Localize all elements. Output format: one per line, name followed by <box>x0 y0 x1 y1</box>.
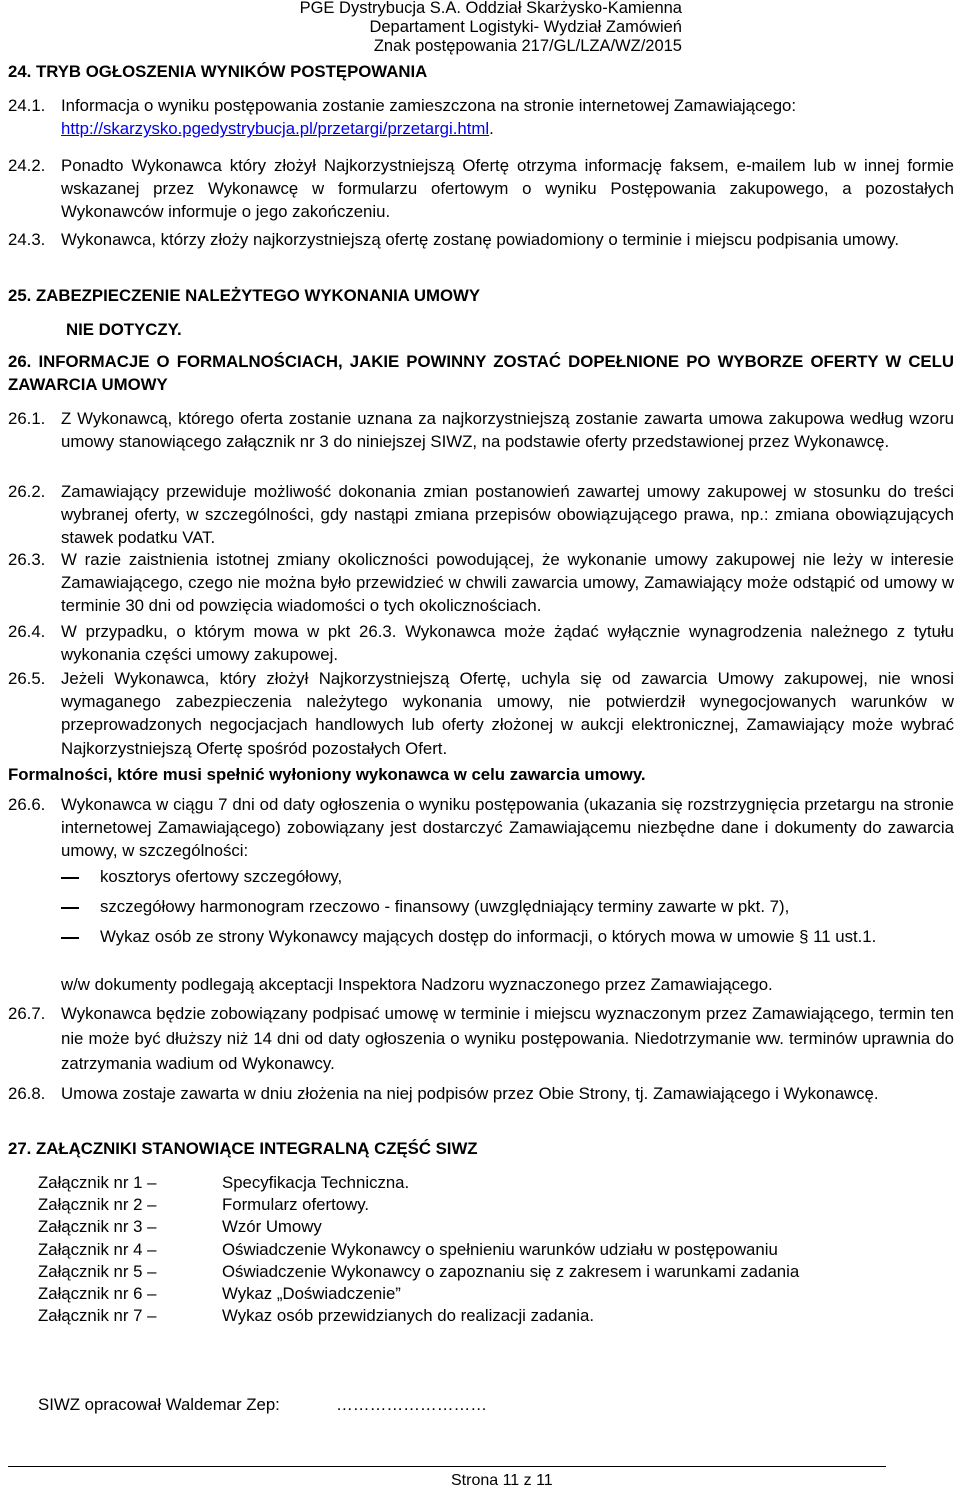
bullet-dash-1 <box>61 877 79 879</box>
item-26-4-text: W przypadku, o którym mowa w pkt 26.3. Wykonawca może żądać wyłącznie wynagrodzenia należnego z tytułu wykonania części umowy zakupowej. <box>61 622 954 665</box>
attachment-value: Wykaz „Doświadczenie” <box>222 1284 401 1303</box>
header-company: PGE Dystrybucja S.A. Oddział Skarżysko-Kamienna <box>299 0 682 17</box>
item-26-2-text: Zamawiający przewiduje możliwość dokonania zmian postanowień zawartej umowy zakupowej w stosunku do treści wybranej oferty, w szczególności, gdy nastąpi zmiana przepisów obowiązującego prawa, np.: zmiana obowiązujących stawek podatku VAT. <box>61 482 954 548</box>
item-24-2-text: Ponadto Wykonawca który złożył Najkorzystniejszą Ofertę otrzyma informację faksem, e-mailem lub w innej formie wskazanej przez Wykonawcę w formularzu ofertowym o wyniku Postępowania zakupowego, a pozostałych Wykonawców informuje o jego zakończeniu. <box>61 156 954 222</box>
item-24-1-number: 24.1. <box>8 96 46 115</box>
attachment-value: Oświadczenie Wykonawcy o zapoznaniu się z zakresem i warunkami zadania <box>222 1262 800 1281</box>
bullet-item-3: Wykaz osób ze strony Wykonawcy mających dostęp do informacji, o których mowa w umowie § 11 ust.1. <box>100 927 877 946</box>
bullet-dash-2 <box>61 907 79 909</box>
bullet-item-1: kosztorys ofertowy szczegółowy, <box>100 867 343 886</box>
attachment-value: Oświadczenie Wykonawcy o spełnieniu warunków udziału w postępowaniu <box>222 1240 778 1259</box>
item-24-1-text <box>61 94 954 140</box>
item-26-8-number: 26.8. <box>8 1084 46 1103</box>
header-reference: Znak postępowania 217/GL/LZA/WZ/2015 <box>373 37 682 55</box>
signature-label: SIWZ opracował Waldemar Zep: <box>38 1395 280 1414</box>
attachment-label: Załącznik nr 4 – <box>38 1240 157 1259</box>
item-24-1-period: . <box>489 119 494 139</box>
section-26-title <box>8 350 954 396</box>
attachment-label: Załącznik nr 6 – <box>38 1284 157 1303</box>
section-25-note: NIE DOTYCZY. <box>66 320 182 339</box>
attachment-label: Załącznik nr 3 – <box>38 1217 157 1236</box>
after-bullets-note: w/w dokumenty podlegają akceptacji Inspektora Nadzoru wyznaczonego przez Zamawiającego. <box>61 975 773 994</box>
attachment-value: Specyfikacja Techniczna. <box>222 1173 410 1192</box>
attachment-label: Załącznik nr 7 – <box>38 1306 157 1325</box>
item-24-1-body: Informacja o wyniku postępowania zostanie zamieszczona na stronie internetowej Zamawiającego: <box>61 96 797 115</box>
item-26-7-text: Wykonawca będzie zobowiązany podpisać umowę w terminie i miejscu wyznaczonym przez Zamawiającego, termin ten nie może być dłuższy niż 14 dni od daty ogłoszenia o wyniku postępowania. Niedotrzymanie ww. terminów uprawnia do zatrzymania wadium od Wykonawcy. <box>61 1004 954 1073</box>
footer-rule <box>8 1466 886 1467</box>
attachment-value: Wykaz osób przewidzianych do realizacji zadania. <box>222 1306 595 1325</box>
item-24-3-text: Wykonawca, którzy złoży najkorzystniejszą ofertę zostanę powiadomiony o terminie i miejscu podpisania umowy. <box>61 230 900 249</box>
attachment-value: Formularz ofertowy. <box>222 1195 370 1214</box>
item-26-1-text: Z Wykonawcą, którego oferta zostanie uznana za najkorzystniejszą zostanie zawarta umowa zakupowa według wzoru umowy stanowiącego załącznik nr 3 do niniejszej SIWZ, na podstawie oferty przedstawionej przez Wykonawcę. <box>61 409 954 452</box>
bullet-item-2: szczegółowy harmonogram rzeczowo - finansowy (uwzględniający terminy zawarte w pkt. 7), <box>100 897 790 916</box>
item-26-3-number: 26.3. <box>8 550 46 569</box>
item-26-1-number: 26.1. <box>8 409 46 428</box>
bullet-dash-3 <box>61 937 79 939</box>
header-department: Departament Logistyki- Wydział Zamówień <box>369 18 682 36</box>
section-26-title-text: 26. INFORMACJE O FORMALNOŚCIACH, JAKIE POWINNY ZOSTAĆ DOPEŁNIONE PO WYBORZE OFERTY W CELU ZAWARCIA UMOWY <box>8 352 954 395</box>
item-24-3-number: 24.3. <box>8 230 46 249</box>
item-26-4-number: 26.4. <box>8 622 46 641</box>
item-26-2-number: 26.2. <box>8 482 46 501</box>
item-26-5-text: Jeżeli Wykonawca, który złożył Najkorzystniejszą Ofertę, uchyla się od zawarcia Umowy zakupowej, nie wnosi wymaganego zabezpieczenia należytego wykonania umowy, nie potwierdził wynegocjowanych warunków w przeprowadzonych negocjacjach handlowych lub oferty złożonej w aukcji elektronicznej, Zamawiający może wybrać Najkorzystniejszą Ofertę spośród pozostałych Ofert. <box>61 669 954 758</box>
attachment-value: Wzór Umowy <box>222 1217 322 1236</box>
section-24-title: 24. TRYB OGŁOSZENIA WYNIKÓW POSTĘPOWANIA <box>8 62 428 81</box>
page-number: Strona 11 z 11 <box>451 1472 553 1489</box>
attachment-label: Załącznik nr 5 – <box>38 1262 157 1281</box>
tender-page-link[interactable]: http://skarzysko.pgedystrybucja.pl/przetargi/przetargi.html <box>61 119 490 139</box>
item-24-2-number: 24.2. <box>8 156 46 175</box>
item-26-6-text: Wykonawca w ciągu 7 dni od daty ogłoszenia o wyniku postępowania (ukazania się rozstrzygnięcia przetargu na stronie internetowej Zamawiającego) zobowiązany jest dostarczyć Zamawiającemu niezbędne dane i dokumenty do zawarcia umowy, w szczególności: <box>61 795 954 861</box>
item-26-8-text: Umowa zostaje zawarta w dniu złożenia na niej podpisów przez Obie Strony, tj. Zamawiającego i Wykonawcę. <box>61 1084 879 1103</box>
item-26-5-number: 26.5. <box>8 669 46 688</box>
item-26-6-number: 26.6. <box>8 795 46 814</box>
item-26-3-text: W razie zaistnienia istotnej zmiany okoliczności powodującej, że wykonanie umowy zakupowej nie leży w interesie Zamawiającego, czego nie można było przewidzieć w chwili zawarcia umowy, Zamawiający może odstąpić od umowy w terminie 30 dni od powzięcia wiadomości o tych okolicznościach. <box>61 550 954 616</box>
section-25-title: 25. ZABEZPIECZENIE NALEŻYTEGO WYKONANIA UMOWY <box>8 286 481 305</box>
section-27-title: 27. ZAŁĄCZNIKI STANOWIĄCE INTEGRALNĄ CZĘŚĆ SIWZ <box>8 1139 478 1158</box>
item-26-7-number: 26.7. <box>8 1004 46 1023</box>
formalities-heading: Formalności, które musi spełnić wyłoniony wykonawca w celu zawarcia umowy. <box>8 765 646 784</box>
attachment-label: Załącznik nr 1 – <box>38 1173 157 1192</box>
attachment-label: Załącznik nr 2 – <box>38 1195 157 1214</box>
signature-dots: ……………………… <box>336 1395 488 1414</box>
